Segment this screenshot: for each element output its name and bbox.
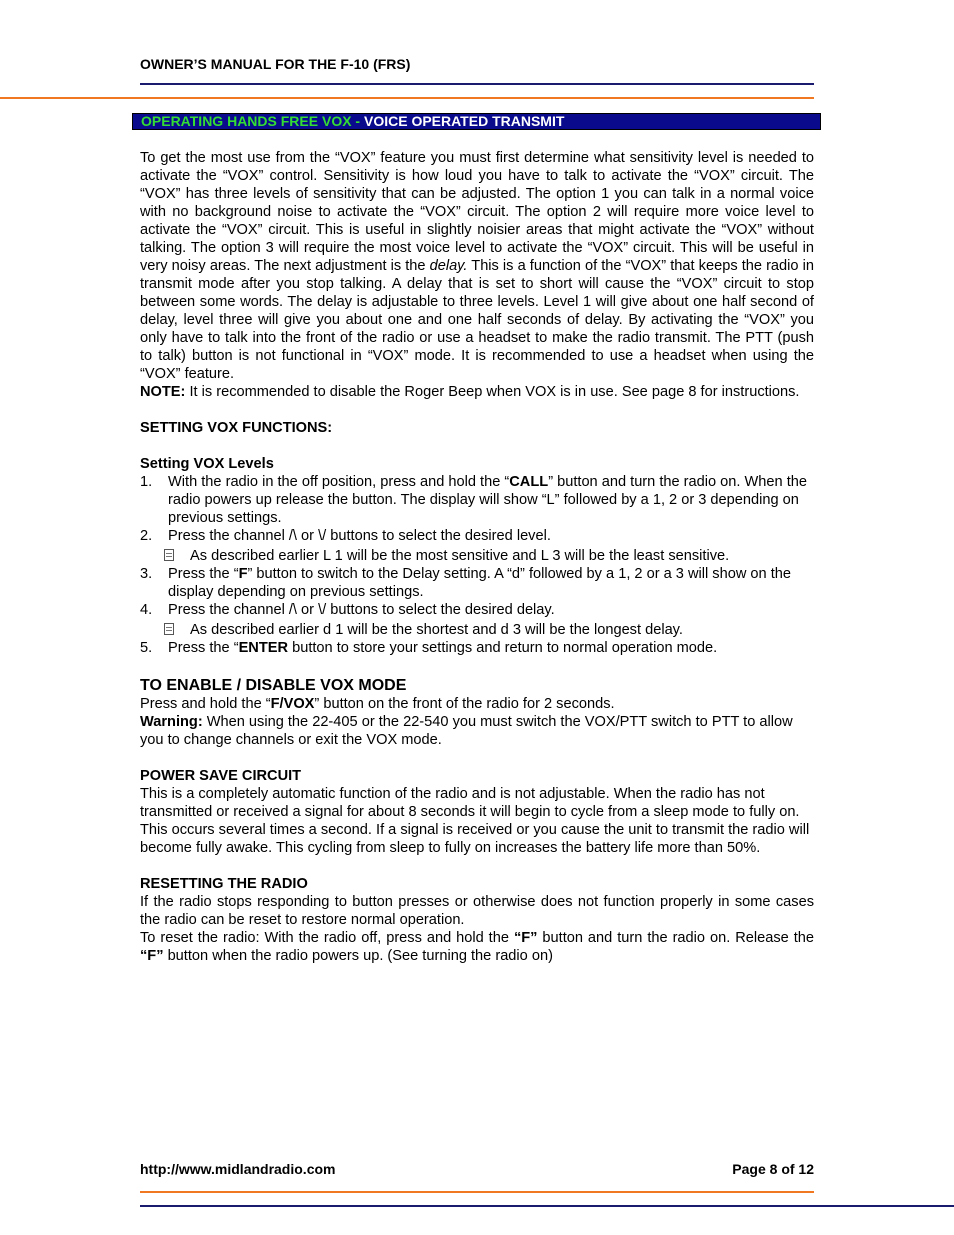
list-note (140, 547, 814, 565)
note-page-icon (164, 623, 174, 635)
note-text: As described earlier d 1 will be the shortest and d 3 will be the longest delay. (190, 622, 683, 638)
step-number: 5. (140, 640, 153, 656)
reset-text: button when the radio powers up. (See turning the radio on) (163, 948, 553, 964)
note-label: NOTE: (140, 384, 186, 400)
intro-delay-term: delay. (429, 258, 468, 274)
f-button-label: “F” (140, 948, 164, 964)
note-page-icon (164, 549, 174, 561)
f-button-label: F (238, 566, 248, 582)
note-text: It is recommended to disable the Roger Beep when VOX is in use. See page 8 for instructions. (185, 384, 800, 400)
vox-steps-list (140, 473, 814, 657)
list-item (140, 601, 814, 619)
step-text: button to store your settings and return to normal operation mode. (288, 640, 718, 656)
page-content (140, 149, 814, 965)
step-number: 4. (140, 602, 153, 618)
intro-text-part1: To get the most use from the “VOX” feature you must first determine what sensitivity level is needed to activate the “VOX” control. Sensitivity is how loud you have to talk to activate the “VOX” circuit. The “VOX” has three levels of sensitivity that can be adjusted. The option 1 you can talk in a normal voice with no background noise to activate the “VOX” circuit. The option 2 will require more voice level to activate the “VOX” circuit. This is useful in slightly noisier areas that might activate the “VOX” without talking. The option 3 will require the most voice level to activate the “VOX” circuit. This will be useful in very noisy areas. The next adjustment is the (140, 150, 814, 274)
step-number: 1. (140, 474, 153, 490)
section-title-green: OPERATING HANDS FREE VOX - (141, 113, 364, 129)
note-paragraph (140, 383, 814, 401)
section-title-bar (132, 113, 821, 130)
enter-button-label: ENTER (238, 640, 289, 656)
setting-vox-levels-heading: Setting VOX Levels (140, 456, 274, 472)
note-text: As described earlier L 1 will be the most sensitive and L 3 will be the least sensitive. (190, 548, 730, 564)
intro-paragraph (140, 149, 814, 383)
f-button-label: “F” (513, 930, 538, 946)
intro-text-part2: This is a function of the “VOX” that keeps the radio in transmit mode after you stop talking. A delay that is set to short will cause the “VOX” circuit to stop between some words. The delay is adjustable to three levels. Level 1 will give about one half second of delay, level three will give you about one and one half seconds of delay. By activating the “VOX” you only have to talk into the front of the radio or use a headset to make the radio transmit. The PTT (push to talk) button is not functional in “VOX” mode. It is recommended to use a headset when using the “VOX” feature. (140, 258, 814, 382)
resetting-heading: RESETTING THE RADIO (140, 876, 308, 892)
step-number: 2. (140, 528, 153, 544)
reset-paragraph-1: If the radio stops responding to button presses or otherwise does not function properly in some cases the radio can be reset to restore normal operation. (140, 894, 814, 928)
fvox-button-label: F/VOX (270, 696, 315, 712)
step-number: 3. (140, 566, 153, 582)
power-save-paragraph: This is a completely automatic function of the radio and is not adjustable. When the radio has not transmitted or received a signal for about 8 seconds it will begin to cycle from a sleep mode to fully on. This occurs several times a second. If a signal is received or you cause the unit to transmit the radio will become fully awake. This cycling from sleep to fully on increases the battery life more than 50%. (140, 786, 810, 856)
list-item (140, 527, 814, 545)
document-header-title: OWNER’S MANUAL FOR THE F-10 (FRS) (140, 56, 411, 72)
enable-disable-vox-heading: TO ENABLE / DISABLE VOX MODE (140, 677, 407, 694)
step-text: Press the channel /\ or \/ buttons to select the desired delay. (168, 602, 555, 618)
step-text: Press the “ (168, 640, 239, 656)
call-button-label: CALL (509, 474, 549, 490)
step-text: ” button and turn the radio on. When the radio powers up release the button. The display will show “L” followed by a 1, 2 or 3 depending on previous settings. (168, 474, 807, 526)
list-item (140, 473, 814, 527)
reset-text: button and turn the radio on. Release the (537, 930, 814, 946)
footer-rule-orange (140, 1191, 814, 1193)
step-text: Press the channel /\ or \/ buttons to select the desired level. (168, 528, 551, 544)
warning-text: When using the 22-405 or the 22-540 you must switch the VOX/PTT switch to PTT to allow you to change channels or exit the VOX mode. (140, 714, 793, 748)
warning-label: Warning: (140, 714, 203, 730)
footer-url: http://www.midlandradio.com (140, 1161, 336, 1177)
footer-rule-navy (140, 1205, 954, 1207)
power-save-heading: POWER SAVE CIRCUIT (140, 768, 302, 784)
setting-vox-functions-heading: SETTING VOX FUNCTIONS: (140, 420, 333, 436)
list-item (140, 639, 814, 657)
header-rule-orange (0, 97, 814, 99)
step-text: ” button to switch to the Delay setting. A “d” followed by a 1, 2 or a 3 will show on the display depending on previous settings. (168, 566, 791, 600)
enable-text: ” button on the front of the radio for 2 seconds. (314, 696, 615, 712)
footer-page-number: Page 8 of 12 (732, 1161, 814, 1177)
step-text: With the radio in the off position, press and hold the “ (168, 474, 510, 490)
reset-text: To reset the radio: With the radio off, press and hold the (140, 930, 514, 946)
enable-text: Press and hold the “ (140, 696, 271, 712)
header-rule-navy (140, 83, 814, 85)
reset-paragraph-2 (140, 929, 814, 965)
section-title-white: VOICE OPERATED TRANSMIT (363, 113, 565, 129)
list-note (140, 621, 814, 639)
list-item (140, 565, 814, 601)
warning-paragraph (140, 713, 814, 749)
step-text: Press the “ (168, 566, 239, 582)
enable-paragraph (140, 695, 814, 713)
